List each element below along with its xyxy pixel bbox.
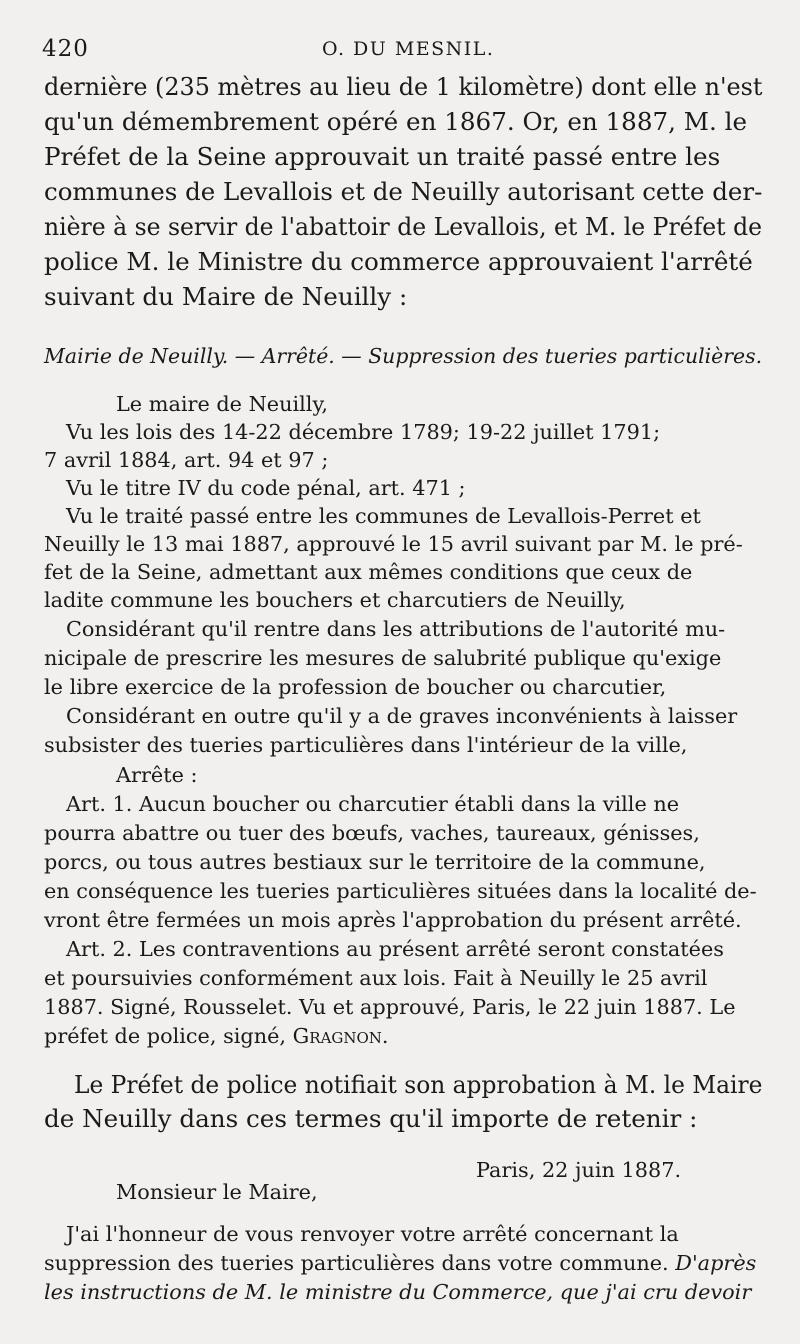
notify-line: de Neuilly dans ces termes qu'il importe de retenir :	[44, 1104, 698, 1133]
arrete-line: ladite commune les bouchers et charcutiers de Neuilly,	[44, 588, 626, 612]
arrete-line: Neuilly le 13 mai 1887, approuvé le 15 avril suivant par M. le pré-	[44, 532, 743, 556]
letter-line	[44, 1251, 756, 1275]
arrete-line: Considérant en outre qu'il y a de graves inconvénients à laisser	[66, 704, 738, 728]
arrete-line: pourra abattre ou tuer des bœufs, vaches, taureaux, génisses,	[44, 821, 700, 845]
letter-dateline: Paris, 22 juin 1887.	[476, 1158, 682, 1182]
arrete-line: 1887. Signé, Rousselet. Vu et approuvé, Paris, le 22 juin 1887. Le	[44, 995, 736, 1019]
intro-line: nière à se servir de l'abattoir de Levallois, et M. le Préfet de	[44, 212, 762, 241]
intro-line: communes de Levallois et de Neuilly autorisant cette der-	[44, 177, 763, 206]
arrete-line: porcs, ou tous autres bestiaux sur le territoire de la commune,	[44, 850, 706, 874]
arrete-line: en conséquence les tueries particulières situées dans la localité de-	[44, 879, 757, 903]
intro-line: police M. le Ministre du commerce approuvaient l'arrêté	[44, 247, 753, 276]
arrete-signature-line	[44, 1024, 389, 1048]
arrete-line: Considérant qu'il rentre dans les attributions de l'autorité mu-	[66, 617, 726, 641]
arrete-line: vront être fermées un mois après l'approbation du présent arrêté.	[44, 908, 742, 932]
arrete-line: Vu le traité passé entre les communes de Levallois-Perret et	[66, 504, 701, 528]
letter-line: les instructions de M. le ministre du Commerce, que j'ai cru devoir	[44, 1280, 752, 1304]
letter-line-italic: D'après	[675, 1251, 757, 1275]
arrete-line: préfet de police, signé,	[44, 1024, 287, 1048]
intro-line: Préfet de la Seine approuvait un traité passé entre les	[44, 142, 721, 171]
page-number: 420	[42, 36, 89, 62]
arrete-line: Vu le titre IV du code pénal, art. 471 ;	[66, 476, 466, 500]
letter-line: J'ai l'honneur de vous renvoyer votre arrêté concernant la	[66, 1222, 679, 1246]
arrete-line: et poursuivies conformément aux lois. Fait à Neuilly le 25 avril	[44, 966, 708, 990]
arrete-line: Le maire de Neuilly,	[116, 392, 329, 416]
arrete-line: Vu les lois des 14-22 décembre 1789; 19-22 juillet 1791;	[66, 420, 661, 444]
letter-salutation: Monsieur le Maire,	[116, 1180, 318, 1204]
arrete-line: le libre exercice de la profession de boucher ou charcutier,	[44, 675, 667, 699]
arrete-line: Arrête :	[116, 763, 198, 787]
arrete-line: nicipale de prescrire les mesures de salubrité publique qu'exige	[44, 646, 722, 670]
intro-line: qu'un démembrement opéré en 1867. Or, en 1887, M. le	[44, 107, 747, 136]
arrete-line: Art. 2. Les contraventions au présent arrêté seront constatées	[66, 937, 724, 961]
intro-line: suivant du Maire de Neuilly :	[44, 282, 408, 311]
running-header	[42, 36, 762, 66]
section-title: Mairie de Neuilly. — Arrêté. — Suppression des tueries particulières.	[44, 344, 763, 368]
running-head-author: O. DU MESNIL.	[322, 38, 495, 60]
arrete-line: subsister des tueries particulières dans l'intérieur de la ville,	[44, 733, 688, 757]
arrete-line: fet de la Seine, admettant aux mêmes conditions que ceux de	[44, 560, 693, 584]
arrete-line: 7 avril 1884, art. 94 et 97 ;	[44, 448, 329, 472]
notify-line: Le Préfet de police notifiait son approbation à M. le Maire	[74, 1070, 763, 1099]
arrete-line: Art. 1. Aucun boucher ou charcutier établi dans la ville ne	[66, 792, 680, 816]
signatory-name: Gragnon.	[292, 1024, 389, 1048]
intro-line: dernière (235 mètres au lieu de 1 kilomètre) dont elle n'est	[44, 72, 763, 101]
letter-line-roman: suppression des tueries particulières dans votre commune.	[44, 1251, 669, 1275]
